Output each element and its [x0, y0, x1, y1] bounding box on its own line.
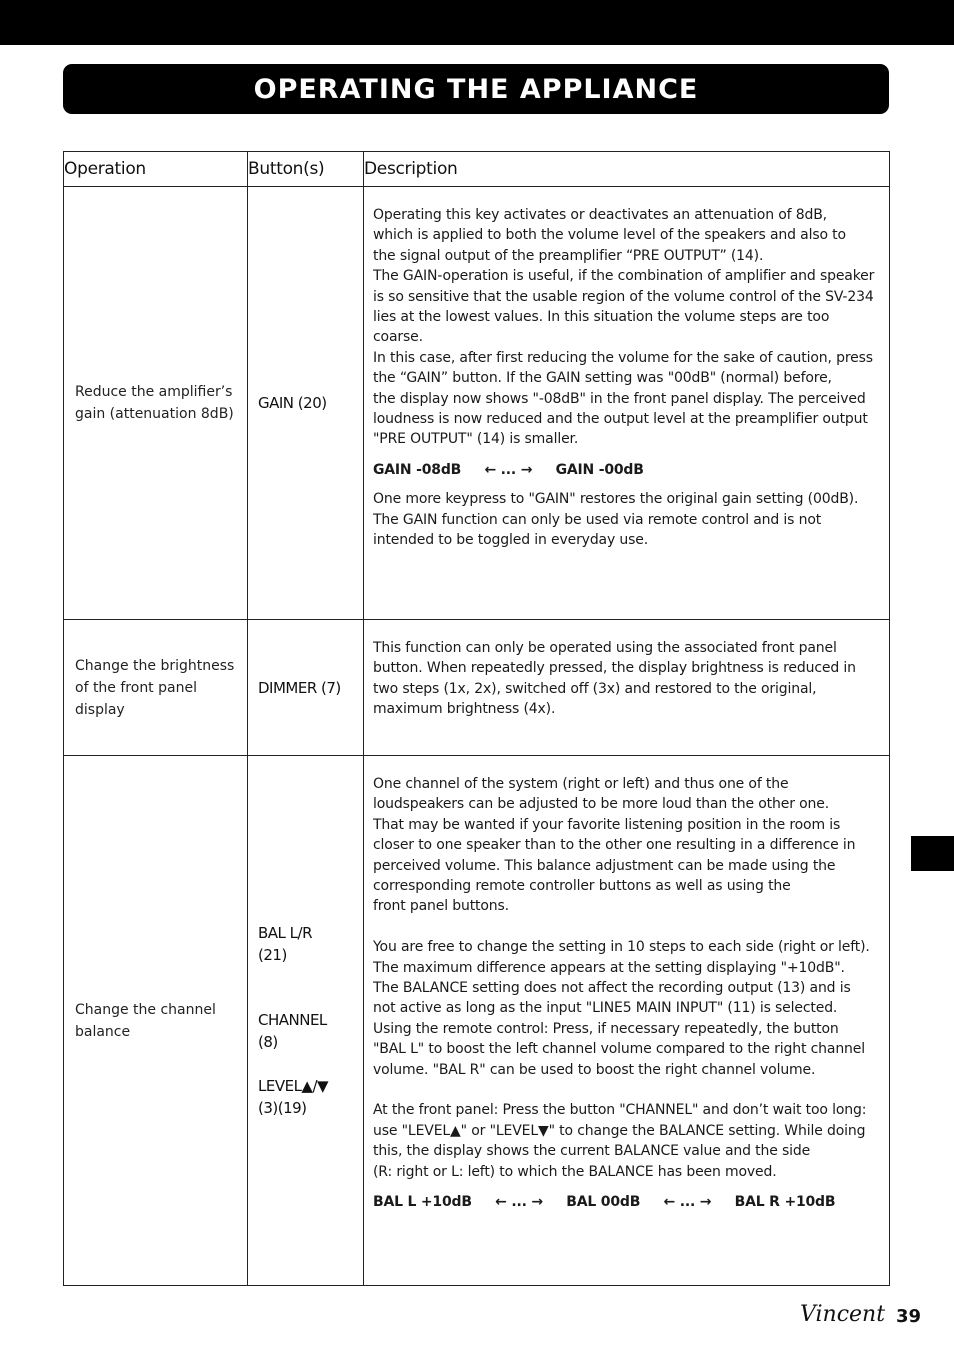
description-text	[373, 205, 883, 450]
description-line: Using the remote control: Press, if necessary repeatedly, the button	[373, 1020, 839, 1037]
description-line: perceived volume. This balance adjustment can be made using the	[373, 857, 836, 874]
table-row-balance	[64, 756, 890, 1286]
button-number: (8)	[258, 1033, 278, 1051]
button-label: DIMMER (7)	[258, 678, 341, 697]
description-line: front panel buttons.	[373, 898, 509, 915]
operation-cell	[64, 187, 248, 620]
button-label: CHANNEL	[258, 1011, 327, 1029]
description-line: The GAIN function can only be used via remote control and is not	[373, 511, 822, 528]
table-header-row	[64, 152, 890, 187]
operation-line: Change the brightness	[75, 657, 235, 674]
description-line: One more keypress to "GAIN" restores the original gain setting (00dB).	[373, 491, 859, 508]
table-row-dimmer	[64, 620, 890, 756]
description-line: lies at the lowest values. In this situation the volume steps are too coarse.	[373, 309, 830, 346]
button-label: BAL L/R	[258, 924, 313, 942]
description-line: You are free to change the setting in 10 steps to each side (right or left).	[373, 939, 870, 956]
brand-logo: Vincent	[800, 1302, 886, 1327]
button-cell	[248, 620, 364, 756]
description-line: "PRE OUTPUT" (14) is smaller.	[373, 431, 579, 448]
balance-sequence: BAL L +10dB ← ... → BAL 00dB ← ... → BAL R +10dB	[373, 1194, 836, 1211]
description-cell	[364, 620, 890, 756]
paragraph-gap	[373, 917, 883, 937]
button-label: LEVEL▲/▼	[258, 1077, 329, 1095]
description-line: this, the display shows the current BALANCE value and the side	[373, 1143, 811, 1160]
paragraph-gap	[373, 1080, 883, 1100]
page-title: OPERATING THE APPLIANCE	[253, 73, 699, 105]
description-line: button. When repeatedly pressed, the display brightness is reduced in	[373, 660, 856, 677]
chapter-side-tab	[911, 836, 954, 871]
header-operation: Operation	[64, 152, 248, 187]
operation-line: balance	[75, 1023, 131, 1040]
description-line: the signal output of the preamplifier “PRE OUTPUT” (14).	[373, 247, 764, 264]
description-line: volume. "BAL R" can be used to boost the right channel volume.	[373, 1061, 816, 1078]
button-number: (21)	[258, 946, 287, 964]
page-number: 39	[896, 1306, 922, 1327]
button-label: GAIN (20)	[258, 394, 327, 412]
description-text	[373, 489, 883, 550]
operation-cell	[64, 756, 248, 1286]
description-line: maximum brightness (4x).	[373, 701, 556, 718]
button-number: (3)(19)	[258, 1099, 307, 1117]
description-line: One channel of the system (right or left) and thus one of the	[373, 776, 789, 792]
button-reference	[258, 1075, 363, 1119]
description-line: The GAIN-operation is useful, if the combination of amplifier and speaker	[373, 268, 875, 285]
description-line: This function can only be operated using the associated front panel	[373, 640, 837, 656]
description-line: loudspeakers can be adjusted to be more loud than the other one.	[373, 796, 829, 813]
description-line: "BAL L" to boost the left channel volume compared to the right channel	[373, 1041, 865, 1058]
description-line: In this case, after first reducing the volume for the sake of caution, press	[373, 349, 873, 366]
operation-line: Change the channel	[75, 1001, 216, 1018]
gain-sequence: GAIN -08dB ← ... → GAIN -00dB	[373, 461, 644, 478]
title-banner	[63, 64, 889, 114]
operation-line: gain (attenuation 8dB)	[75, 406, 234, 422]
description-text	[373, 774, 883, 1182]
description-line: At the front panel: Press the button "CHANNEL" and don’t wait too long:	[373, 1102, 867, 1119]
header-buttons: Button(s)	[248, 152, 364, 187]
description-cell	[364, 187, 890, 620]
button-reference	[258, 677, 363, 699]
button-cell	[248, 187, 364, 620]
description-line: not active as long as the input "LINE5 MAIN INPUT" (11) is selected.	[373, 1000, 838, 1017]
button-reference	[258, 1009, 363, 1053]
description-line: The maximum difference appears at the setting displaying "+10dB".	[373, 959, 845, 976]
description-line: is so sensitive that the usable region of the volume control of the SV-234	[373, 288, 874, 305]
operation-cell	[64, 620, 248, 756]
description-line: intended to be toggled in everyday use.	[373, 532, 649, 549]
description-line: the display now shows "-08dB" in the front panel display. The perceived	[373, 390, 866, 407]
description-line: corresponding remote controller buttons as well as using the	[373, 878, 791, 895]
description-line: closer to one speaker than to the other one resulting in a difference in	[373, 837, 856, 854]
description-line: Operating this key activates or deactivates an attenuation of 8dB,	[373, 207, 827, 223]
button-reference	[258, 922, 363, 966]
description-line: loudness is now reduced and the output level at the preamplifier output	[373, 411, 868, 428]
operation-line: of the front panel display	[75, 679, 197, 718]
description-line: two steps (1x, 2x), switched off (3x) and restored to the original,	[373, 680, 817, 697]
description-line: (R: right or L: left) to which the BALANCE has been moved.	[373, 1163, 777, 1180]
table-row-gain	[64, 187, 890, 620]
top-black-band	[0, 0, 954, 45]
description-text	[373, 638, 883, 720]
button-cell	[248, 756, 364, 1286]
button-reference	[258, 392, 363, 414]
description-line: That may be wanted if your favorite listening position in the room is	[373, 816, 841, 833]
description-line: The BALANCE setting does not affect the recording output (13) and is	[373, 980, 851, 997]
operations-table	[63, 151, 890, 1286]
description-line: use "LEVEL▲" or "LEVEL▼" to change the BALANCE setting. While doing	[373, 1122, 866, 1139]
description-line: which is applied to both the volume level of the speakers and also to	[373, 227, 846, 244]
header-description: Description	[364, 152, 890, 187]
description-line: the “GAIN” button. If the GAIN setting was "00dB" (normal) before,	[373, 370, 832, 387]
operation-line: Reduce the amplifier’s	[75, 384, 233, 400]
description-cell	[364, 756, 890, 1286]
